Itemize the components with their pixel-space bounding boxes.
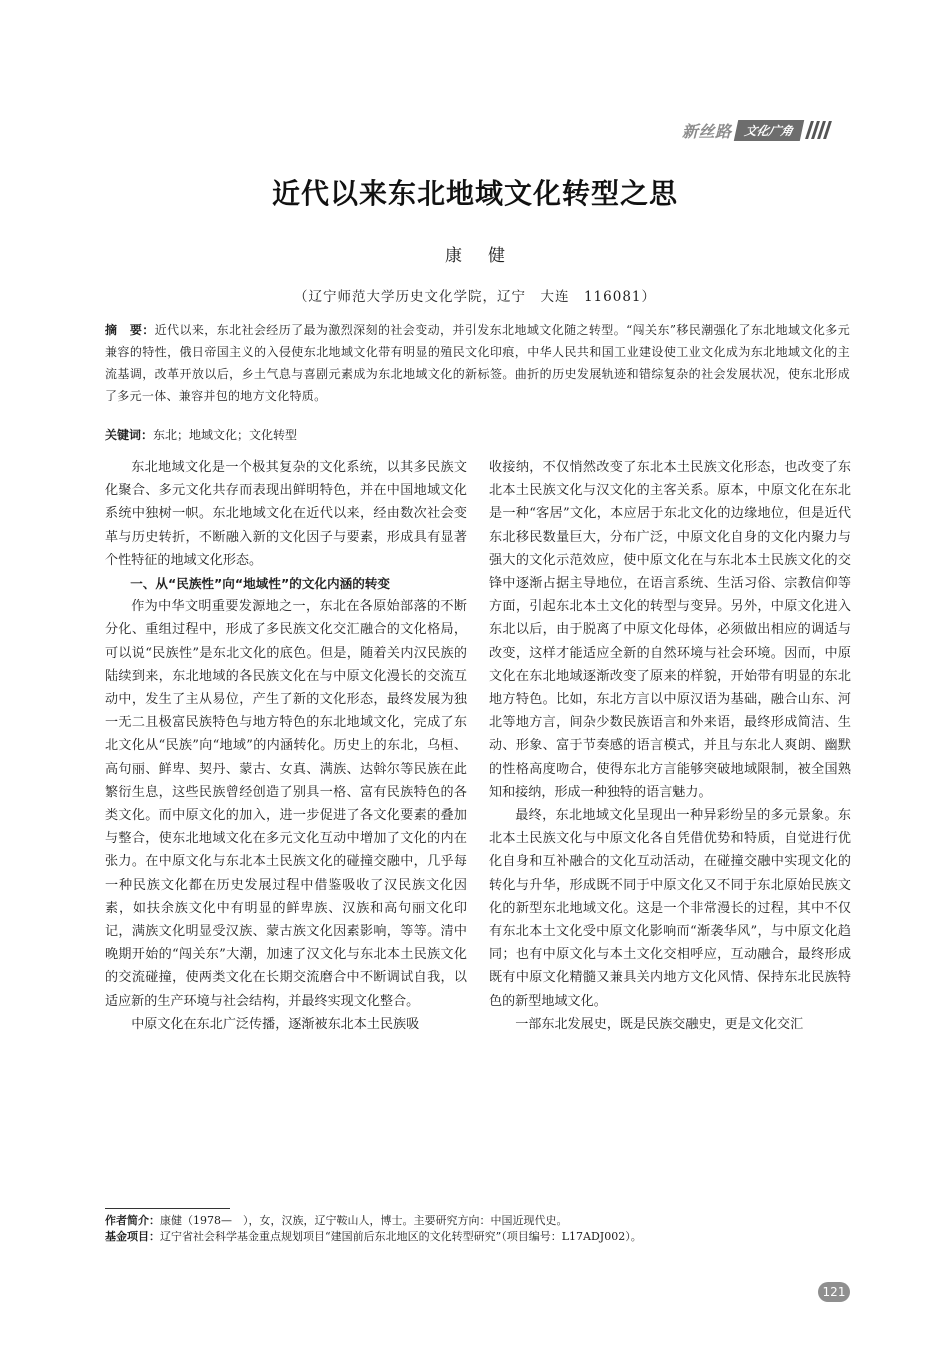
abstract-label: 摘 要：	[105, 323, 155, 337]
article-title: 近代以来东北地域文化转型之思	[271, 177, 678, 210]
body-column-right	[489, 456, 851, 1036]
author-bio-label: 作者简介：	[105, 1214, 160, 1227]
footnote-divider	[105, 1208, 230, 1209]
author-bio-text: 康健（1978— ），女，汉族，辽宁鞍山人，博士。主要研究方向：中国近现代史。	[160, 1214, 568, 1227]
abstract	[105, 319, 850, 407]
decorative-stripes-icon	[808, 121, 829, 139]
keywords-text: 东北；地域文化；文化转型	[153, 428, 298, 442]
body-paragraph: 最终，东北地域文化呈现出一种异彩纷呈的多元景象。东北本土民族文化与中原文化各自凭借优势和特质，自觉进行优化自身和互补融合的文化互动活动，在碰撞交融中实现文化的转化与升华，形成既不同于中原文化又不同于东北原始民族文化的新型东北地域文化。这是一个非常漫长的过程，其中不仅有东北本土文化受中原文化影响而“渐袭华风”，与中原文化趋同；也有中原文化与本土文化交相呼应，互动融合，最终形成既有中原文化精髓又兼具关内地方文化风情、保持东北民族特色的新型地域文化。	[489, 808, 851, 1009]
footnotes	[105, 1213, 865, 1245]
page-number: 121	[818, 1282, 850, 1302]
fund-text: 辽宁省社会科学基金重点规划项目“建国前后东北地区的文化转型研究”（项目编号：L17ADJ002）。	[160, 1230, 642, 1243]
keywords	[105, 425, 850, 445]
author-name: 康健	[445, 246, 531, 266]
author-affiliation: （辽宁师范大学历史文化学院，辽宁 大连 116081）	[293, 289, 657, 305]
body-paragraph: 一部东北发展史，既是民族交融史，更是文化交汇	[515, 1016, 804, 1032]
body-column-left	[105, 456, 467, 1036]
fund-info	[105, 1229, 865, 1245]
fund-label: 基金项目：	[105, 1230, 160, 1243]
keywords-label: 关键词：	[105, 428, 154, 442]
abstract-text: 近代以来，东北社会经历了最为激烈深刻的社会变动，并引发东北地域文化随之转型。“闯关东”移民潮强化了东北地域文化多元兼容的特性，俄日帝国主义的入侵使东北地域文化带有明显的殖民文化印痕，中华人民共和国工业建设使工业文化成为东北地域文化的主流基调，改革开放以后，乡土气息与喜剧元素成为东北地域文化的新标签。曲折的历史发展轨迹和错综复杂的社会发展状况，使东北形成了多元一体、兼容并包的地方文化特质。	[105, 323, 851, 403]
journal-brand: 新丝路	[682, 121, 732, 141]
body-paragraph: 作为中华文明重要发源地之一，东北在各原始部落的不断分化、重组过程中，形成了多民族文化交汇融合的文化格局，可以说“民族性”是东北文化的底色。但是，随着关内汉民族的陆续到来，东北地域的各民族文化在与中原文化漫长的交流互动中，发生了主从易位，产生了新的文化形态，最终发展为独一无二且极富民族特色与地方特色的东北地域文化，完成了东北文化从“民族”向“地域”的内涵转化。历史上的东北，乌桓、高句丽、鲜卑、契丹、蒙古、女真、满族、达斡尔等民族在此繁衍生息，这些民族曾经创造了别具一格、富有民族特色的各类文化。而中原文化的加入，进一步促进了各文化要素的叠加与整合，使东北地域文化在多元文化互动中增加了文化的内在张力。在中原文化与东北本土民族文化的碰撞交融中，几乎每一种民族文化都在历史发展过程中借鉴吸收了汉民族文化因素，如扶余族文化中有明显的鲜卑族、汉族和高句丽文化印记，满族文化明显受汉族、蒙古族文化因素影响，等等。清中晚期开始的“闯关东”大潮，加速了汉文化与东北本土民族文化的交流碰撞，使两类文化在长期交流磨合中不断调试自我，以适应新的生产环境与社会结构，并最终实现文化整合。	[105, 599, 467, 1009]
journal-header-tag	[682, 119, 829, 141]
body-paragraph: 收接纳，不仅悄然改变了东北本土民族文化形态，也改变了东北本土民族文化与汉文化的主客关系。原本，中原文化在东北是一种“客居”文化，本应居于东北文化的边缘地位，但是近代东北移民数量巨大，分布广泛，中原文化自身的文化内聚力与强大的文化示范效应，使中原文化在与东北本土民族文化的交锋中逐渐占据主导地位，在语言系统、生活习俗、宗教信仰等方面，引起东北本土文化的转型与变异。另外，中原文化进入东北以后，由于脱离了中原文化母体，必须做出相应的调适与改变，这样才能适应全新的自然环境与社会环境。因而，中原文化在东北地域逐渐改变了原来的样貌，开始带有明显的东北地方特色。比如，东北方言以中原汉语为基础，融合山东、河北等地方言，间杂少数民族语言和外来语，最终形成简洁、生动、形象、富于节奏感的语言模式，并且与东北人爽朗、幽默的性格高度吻合，使得东北方言能够突破地域限制，被全国熟知和接纳，形成一种独特的语言魅力。	[489, 460, 851, 800]
section-heading: 一、从“民族性”向“地域性”的文化内涵的转变	[130, 576, 390, 592]
author-bio	[105, 1213, 865, 1229]
section-label: 文化广角	[733, 120, 803, 141]
body-paragraph: 东北地域文化是一个极其复杂的文化系统，以其多民族文化聚合、多元文化共存而表现出鲜明特色，并在中国地域文化系统中独树一帜。东北地域文化在近代以来，经由数次社会变革与历史转折，不断融入新的文化因子与要素，形成具有显著个性特征的地域文化形态。	[105, 460, 467, 568]
body-paragraph: 中原文化在东北广泛传播，逐渐被东北本土民族吸	[131, 1016, 420, 1032]
